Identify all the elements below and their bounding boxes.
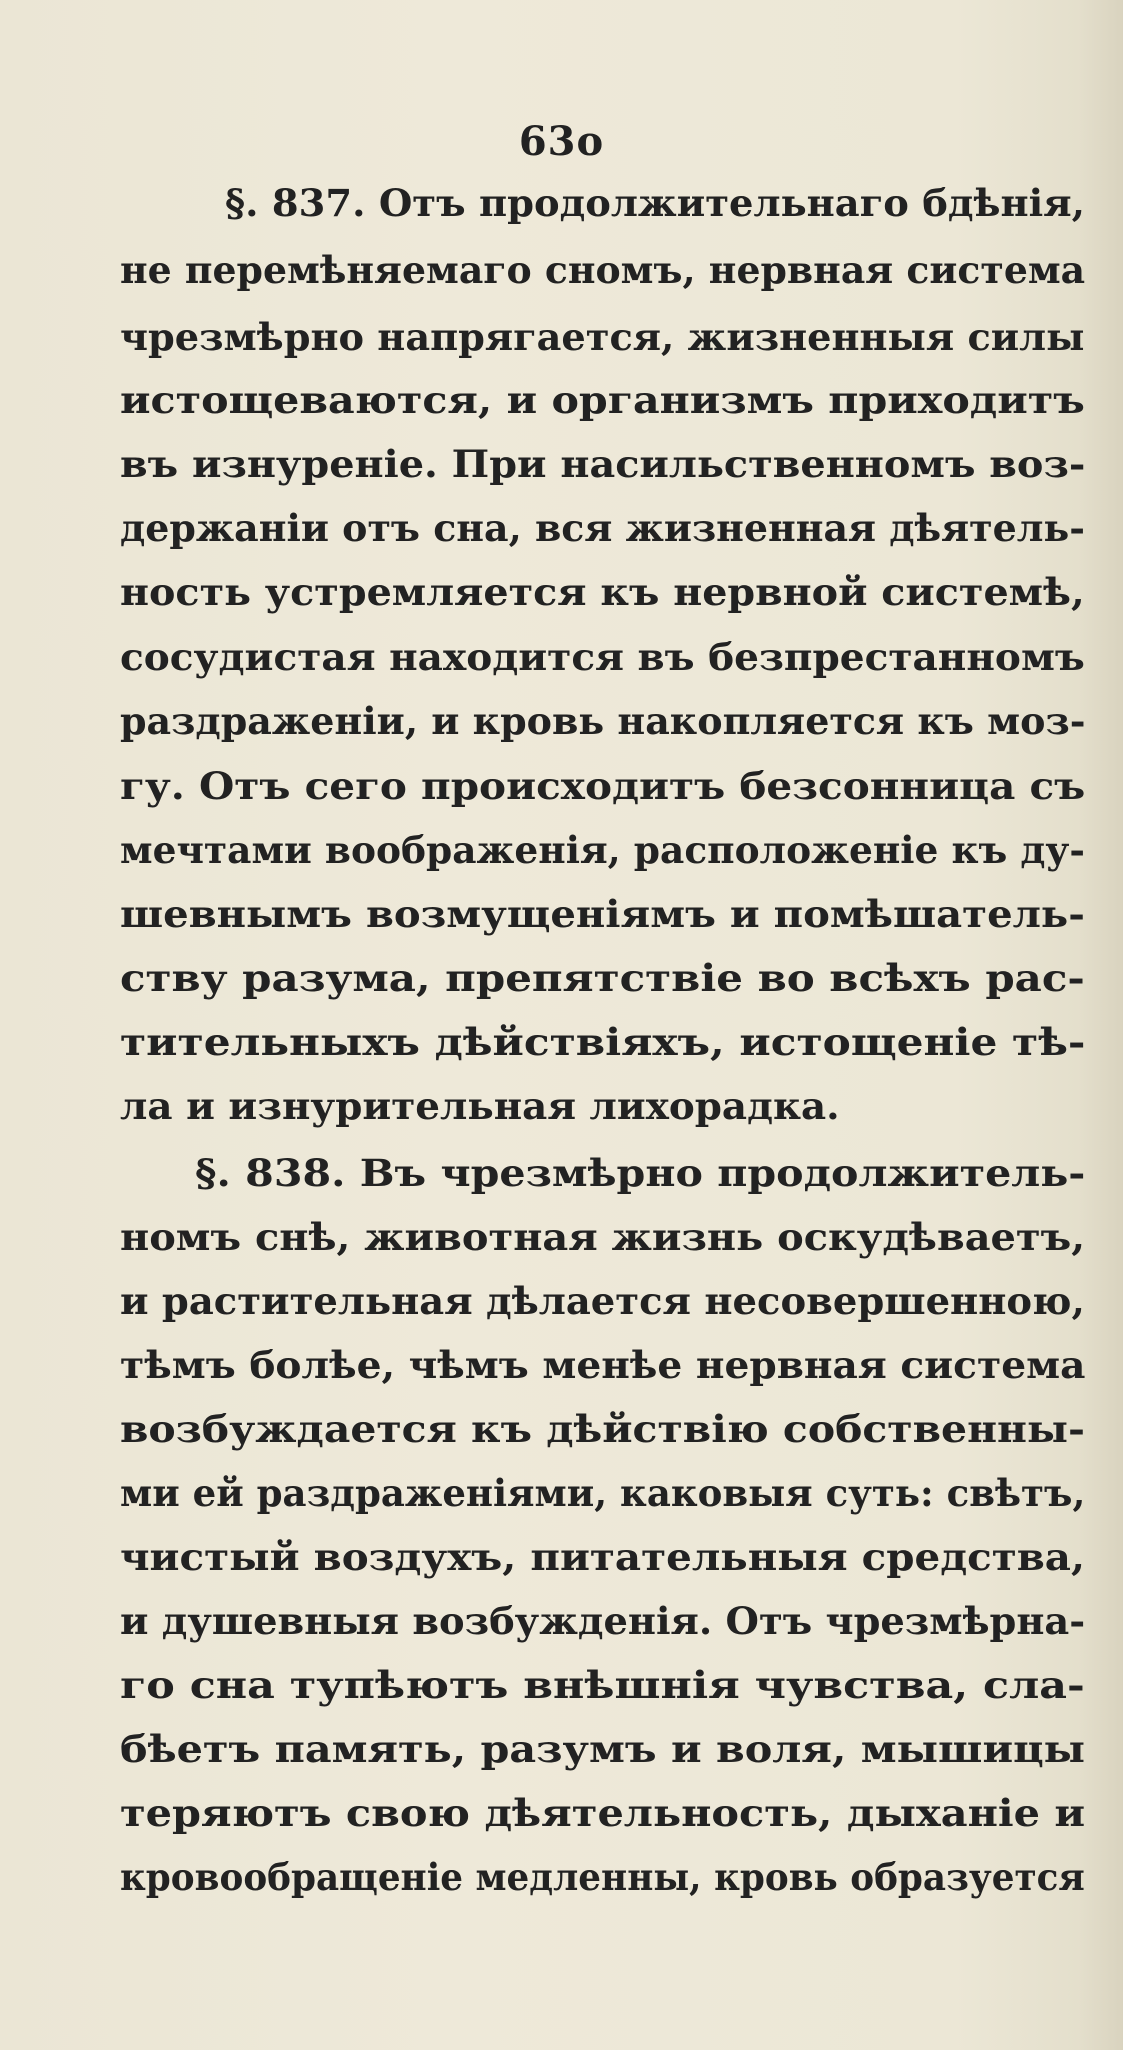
text-line: ла и изнурительная лихорадка. <box>120 1084 840 1128</box>
page-number: 63o <box>518 118 605 165</box>
text-line: истощеваются, и организмъ приходитъ <box>120 378 1085 422</box>
text-line: теряютъ свою дѣятельность, дыханіе и <box>120 1791 1086 1835</box>
text-line: ми ей раздраженіями, каковыя суть: свѣтъ, <box>120 1471 1086 1515</box>
text-line: мечтами воображенія, расположеніе къ ду- <box>120 828 1085 872</box>
text-line: кровообращеніе медленны, кровь образуется <box>120 1855 1085 1899</box>
text-line: чистый воздухъ, питательныя средства, <box>120 1535 1086 1579</box>
text-line: §. 837. Отъ продолжительнаго бдѣнія, <box>225 181 1086 225</box>
text-line: раздраженіи, и кровь накопляется къ моз- <box>120 699 1086 743</box>
text-line: шевнымъ возмущеніямъ и помѣшатель- <box>120 892 1085 936</box>
text-line: бѣетъ память, разумъ и воля, мышицы <box>120 1727 1086 1771</box>
text-line: сосудистая находится въ безпрестанномъ <box>120 635 1085 679</box>
text-line: чрезмѣрно напрягается, жизненныя силы <box>120 315 1085 359</box>
text-line: тительныхъ дѣйствіяхъ, истощеніе тѣ- <box>120 1020 1086 1064</box>
text-line: и растительная дѣлается несовершенною, <box>120 1279 1085 1323</box>
text-line: не перемѣняемаго сномъ, нервная система <box>120 248 1086 292</box>
text-line: ность устремляется къ нервной системѣ, <box>120 570 1085 614</box>
text-line: номъ снѣ, животная жизнь оскудѣваетъ, <box>120 1215 1086 1259</box>
text-line: ству разума, препятствіе во всѣхъ рас- <box>120 956 1085 1000</box>
text-line: въ изнуреніе. При насильственномъ воз- <box>120 442 1086 486</box>
text-line: §. 838. Въ чрезмѣрно продолжитель- <box>195 1151 1086 1195</box>
text-line: гу. Отъ сего происходитъ безсонница съ <box>120 764 1086 808</box>
text-line: го сна тупѣютъ внѣшнія чувства, сла- <box>120 1663 1085 1707</box>
text-line: держаніи отъ сна, вся жизненная дѣятель- <box>120 506 1085 550</box>
text-line: и душевныя возбужденія. Отъ чрезмѣрна- <box>120 1599 1086 1643</box>
text-line: тѣмъ болѣе, чѣмъ менѣе нервная система <box>120 1343 1086 1387</box>
text-line: возбуждается къ дѣйствію собственны- <box>120 1407 1085 1451</box>
